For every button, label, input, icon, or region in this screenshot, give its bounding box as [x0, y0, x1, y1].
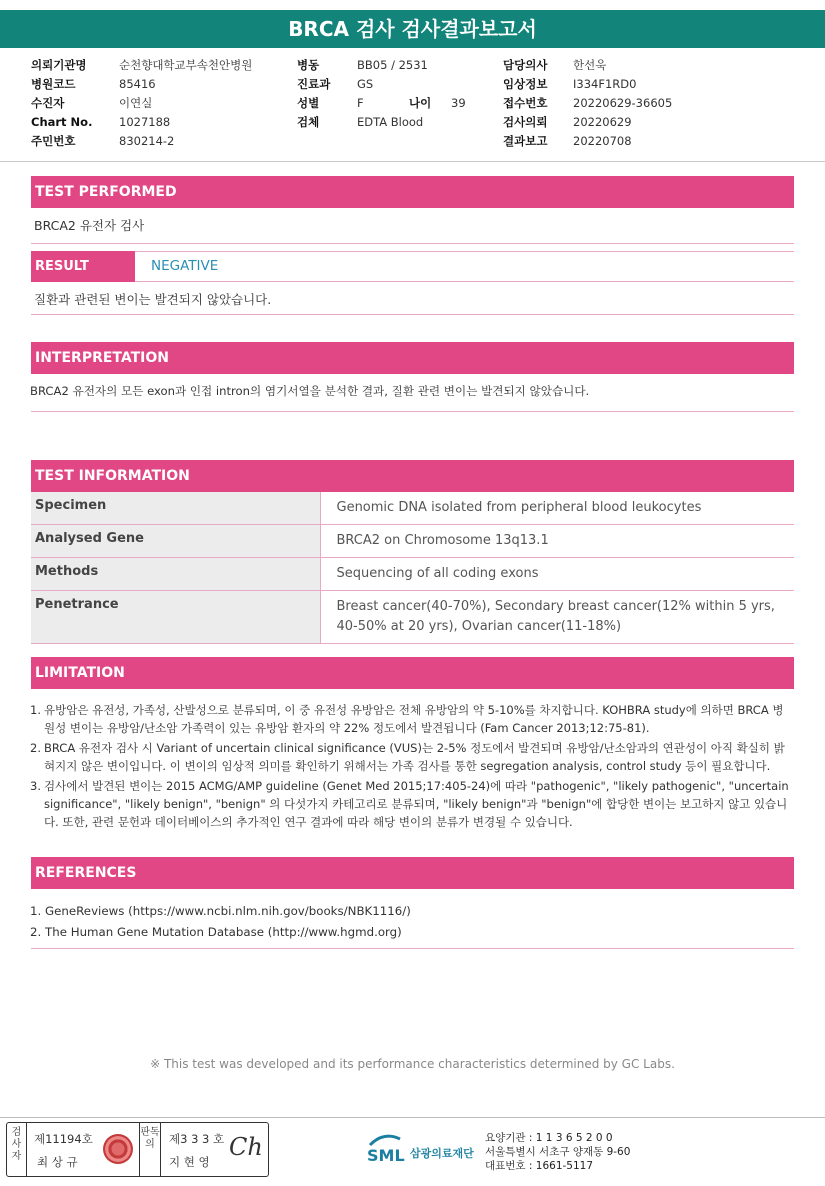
result-label: RESULT [31, 251, 135, 282]
header-divider [0, 161, 825, 162]
divider [31, 411, 794, 412]
field-value: 순천향대학교부속천안병원 [119, 58, 253, 72]
header-col-1 [31, 56, 252, 151]
list-item [30, 777, 792, 831]
row-key: Analysed Gene [31, 525, 320, 558]
header-field [503, 132, 672, 151]
sml-logo-icon [364, 1131, 408, 1169]
table-row [31, 591, 794, 644]
test-information-table [31, 492, 794, 644]
header-col-3 [503, 56, 672, 151]
list-item [30, 739, 792, 775]
sml-logo-text: SML [367, 1146, 405, 1165]
contact-line: 대표번호 : 1661-5117 [485, 1160, 594, 1172]
row-value: Sequencing of all coding exons [320, 558, 794, 591]
section-limitation: LIMITATION [31, 657, 794, 689]
header-field [31, 94, 252, 113]
list-item [30, 701, 792, 737]
field-label: 진료과 [297, 77, 331, 91]
reference-item: 1. GeneReviews (https://www.ncbi.nlm.nih.gov/books/NBK1116/) [30, 904, 411, 918]
row-value: Genomic DNA isolated from peripheral blood leukocytes [320, 492, 794, 525]
divider [31, 314, 794, 315]
footer-divider [0, 1117, 825, 1118]
report-title: BRCA 검사 검사결과보고서 [0, 10, 825, 48]
field-label: 담당의사 [503, 58, 548, 72]
divider [31, 948, 794, 949]
row-value: BRCA2 on Chromosome 13q13.1 [320, 525, 794, 558]
examiner-label: 검사자 [7, 1123, 27, 1176]
field-value: 20220708 [573, 134, 632, 148]
disclaimer: ※ This test was developed and its performance characteristics determined by GC Labs. [150, 1057, 675, 1071]
field-label: 검체 [297, 115, 320, 129]
seal-stamp-icon [103, 1134, 133, 1164]
examiner-name: 최 상 규 [37, 1155, 78, 1169]
row-key: Penetrance [31, 591, 320, 644]
reference-list [30, 901, 411, 943]
row-key: Methods [31, 558, 320, 591]
lab-name: 삼광의료재단 [410, 1147, 474, 1160]
reviewer-label: 판독의 [139, 1123, 161, 1176]
field-value: F [357, 96, 364, 110]
header-field [297, 113, 466, 132]
item-text: BRCA 유전자 검사 시 Variant of uncertain clinical significance (VUS)는 2-5% 정도에서 발견되며 유방암/난소암과의 연관성이 아직 확실히 밝혀지지 않은 변이입니다. 이 변이의 임상적 의미를 확인하기 위해서는 가족 검사를 통한 segregation analysis, control study 등이 필요합니다. [44, 741, 785, 773]
field-label: 주민번호 [31, 134, 76, 148]
divider [31, 243, 794, 244]
field-label: Chart No. [31, 115, 93, 129]
header-field [31, 56, 252, 75]
signature: Ch [229, 1133, 263, 1161]
header-field [297, 75, 466, 94]
field-label: 수진자 [31, 96, 65, 110]
table-row [31, 525, 794, 558]
lab-contact [485, 1131, 630, 1173]
header-field [31, 75, 252, 94]
section-interpretation: INTERPRETATION [31, 342, 794, 374]
field-value: 20220629 [573, 115, 632, 129]
field-value: 20220629-36605 [573, 96, 673, 110]
test-performed-text: BRCA2 유전자 검사 [34, 218, 145, 233]
field-value: BB05 / 2531 [357, 58, 428, 72]
field-label: 결과보고 [503, 134, 548, 148]
row-key: Specimen [31, 492, 320, 525]
header-field [503, 94, 672, 113]
item-text: 검사에서 발견된 변이는 2015 ACMG/AMP guideline (Genet Med 2015;17:405-24)에 따라 "pathogenic", "likely pathogenic", "uncertain significance", "likely benign", "benign" 의 다섯가지 카테고리로 분류되며, "likely benign"과 "benign"에 합당한 변이는 보고하지 않고 있습니다. 또한, 관련 문헌과 데이터베이스의 추가적인 연구 결과에 따라 해당 변이의 분류가 변경될 수 있습니다. [44, 779, 789, 829]
field-label: 성별 [297, 96, 320, 110]
result-note: 질환과 관련된 변이는 발견되지 않았습니다. [34, 292, 272, 307]
item-number: 3. [30, 779, 41, 793]
field-label: 병원코드 [31, 77, 76, 91]
field-label: 접수번호 [503, 96, 548, 110]
field-label: 임상정보 [503, 77, 548, 91]
field-value: 830214-2 [119, 134, 175, 148]
examiner-number: 제11194호 [34, 1132, 93, 1146]
field-value: 한선욱 [573, 58, 607, 72]
section-test-information: TEST INFORMATION [31, 460, 794, 492]
item-number: 1. [30, 703, 41, 717]
result-row [31, 251, 794, 282]
header-field [297, 94, 466, 113]
field-value: 이연실 [119, 96, 153, 110]
contact-line: 서울특별시 서초구 양재동 9-60 [485, 1146, 631, 1158]
signature-box [6, 1122, 269, 1177]
header-field [503, 75, 672, 94]
table-row [31, 558, 794, 591]
reference-item: 2. The Human Gene Mutation Database (http://www.hgmd.org) [30, 925, 402, 939]
age-label: 나이 [409, 96, 432, 110]
header-field [31, 132, 252, 151]
table-row [31, 492, 794, 525]
field-value: 1027188 [119, 115, 171, 129]
header-field [503, 56, 672, 75]
field-label: 병동 [297, 58, 320, 72]
header-col-2 [297, 56, 466, 132]
result-value: NEGATIVE [151, 258, 219, 274]
item-number: 2. [30, 741, 41, 755]
field-value: GS [357, 77, 374, 91]
field-value: 85416 [119, 77, 156, 91]
field-value: I334F1RD0 [573, 77, 637, 91]
age-value: 39 [451, 96, 466, 110]
header-field [297, 56, 466, 75]
item-text: 유방암은 유전성, 가족성, 산발성으로 분류되며, 이 중 유전성 유방암은 전체 유방암의 약 5-10%를 차지합니다. KOHBRA study에 의하면 BRCA 병원성 변이는 유방암/난소암 가족력이 있는 유방암 환자의 약 22% 정도에서 발견됩니다 (Fam Cancer 2013;12:75-81). [44, 703, 784, 735]
field-label: 검사의뢰 [503, 115, 548, 129]
section-references: REFERENCES [31, 857, 794, 889]
reviewer-number: 제3 3 3 호 [169, 1132, 225, 1146]
interpretation-text: BRCA2 유전자의 모든 exon과 인접 intron의 염기서열을 분석한 결과, 질환 관련 변이는 발견되지 않았습니다. [30, 384, 590, 398]
header-field [31, 113, 252, 132]
reviewer-name: 지 현 영 [169, 1155, 210, 1169]
row-value: Breast cancer(40-70%), Secondary breast cancer(12% within 5 yrs, 40-50% at 20 yrs), Ovarian cancer(11-18%) [320, 591, 794, 644]
field-label: 의뢰기관명 [31, 58, 87, 72]
limitation-list [30, 701, 792, 833]
section-test-performed: TEST PERFORMED [31, 176, 794, 208]
contact-line: 요양기관 : 1 1 3 6 5 2 0 0 [485, 1132, 613, 1144]
field-value: EDTA Blood [357, 115, 424, 129]
header-field [503, 113, 672, 132]
